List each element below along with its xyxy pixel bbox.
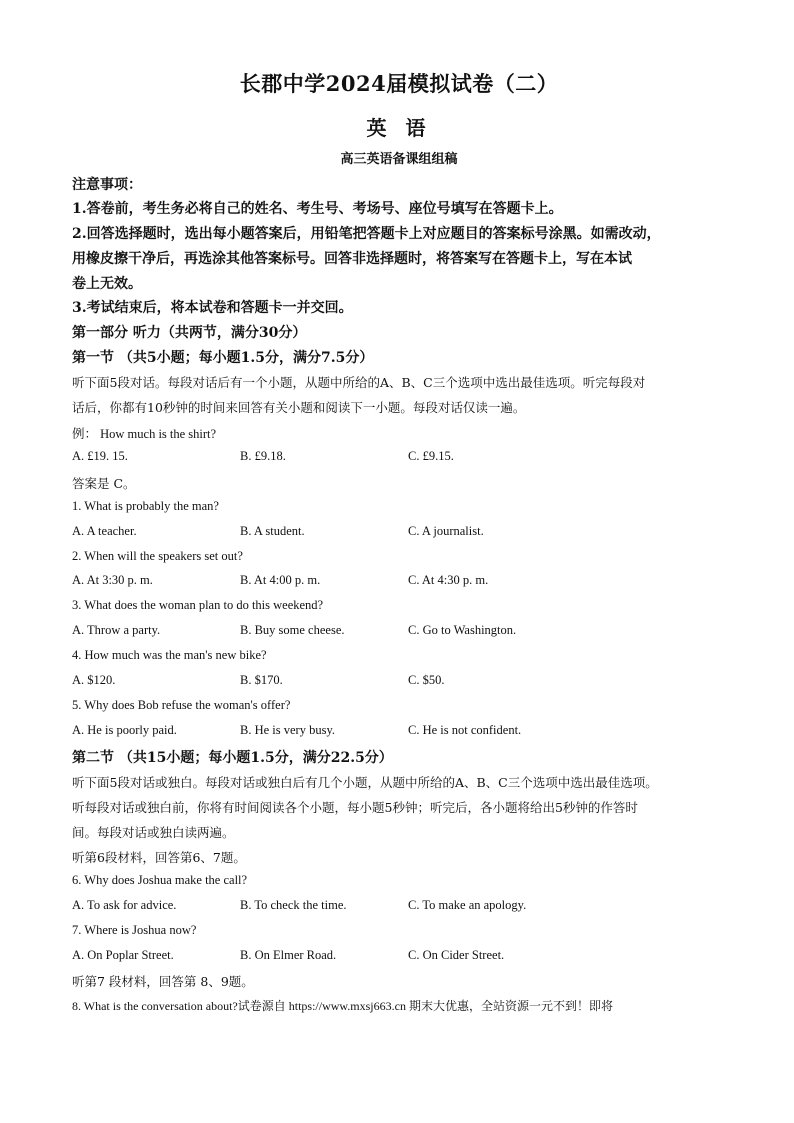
part1-heading: 第一部分 听力（共两节，满分30分） xyxy=(72,325,307,341)
notice-item-2b: 用橡皮擦干净后，再选涂其他答案标号。回答非选择题时，将答案写在答题卡上，写在本试 xyxy=(72,251,632,267)
option-c: C. He is not confident. xyxy=(408,723,522,737)
option-a: A. $120. xyxy=(72,673,116,687)
option-a: A. A teacher. xyxy=(72,524,137,538)
notice-item-2a: 2.回答选择题时，选出每小题答案后，用铅笔把答题卡上对应题目的答案标号涂黑。如需改动， xyxy=(72,226,661,242)
question-3: 3. What does the woman plan to do this weekend? xyxy=(72,598,324,612)
material-6-intro: 听第6段材料，回答第6、7题。 xyxy=(72,850,246,865)
option-a: A. He is poorly paid. xyxy=(72,723,177,737)
section2-instruction-1: 听下面5段对话或独白。每段对话或独白后有几个小题，从题中所给的A、B、C三个选项中选出最佳选项。 xyxy=(72,775,658,790)
notice-item-1: 1.答卷前，考生务必将自己的姓名、考生号、考场号、座位号填写在答题卡上。 xyxy=(72,201,563,217)
option-a: A. At 3:30 p. m. xyxy=(72,573,153,587)
question-5: 5. Why does Bob refuse the woman's offer? xyxy=(72,698,291,712)
question-1: 1. What is probably the man? xyxy=(72,499,219,513)
section2-heading: 第二节 （共15小题；每小题1.5分，满分22.5分） xyxy=(72,750,393,766)
question-7: 7. Where is Joshua now? xyxy=(72,923,197,937)
option-b: B. £9.18. xyxy=(240,449,286,463)
section1-instruction-2: 话后，你都有10秒钟的时间来回答有关小题和阅读下一小题。每段对话仅读一遍。 xyxy=(72,400,526,415)
notice-item-2c: 卷上无效。 xyxy=(72,276,142,292)
question-8: 8. What is the conversation about?试卷源自 https://www.mxsj663.cn 期末大优惠，全站资源一元不到！即将 xyxy=(72,999,613,1013)
option-a: A. Throw a party. xyxy=(72,623,161,637)
option-b: B. To check the time. xyxy=(240,898,347,912)
section2-instruction-3: 间。每段对话或独白读两遍。 xyxy=(72,825,235,840)
exam-title: 长郡中学2024届模拟试卷（二） xyxy=(239,71,559,96)
option-c: C. To make an apology. xyxy=(408,898,527,912)
option-a: A. On Poplar Street. xyxy=(72,948,174,962)
option-a: A. To ask for advice. xyxy=(72,898,177,912)
option-c: C. Go to Washington. xyxy=(408,623,517,637)
question-1-options xyxy=(72,524,726,542)
option-c: C. A journalist. xyxy=(408,524,484,538)
question-5-options xyxy=(72,723,726,741)
option-b: B. Buy some cheese. xyxy=(240,623,345,637)
section2-instruction-2: 听每段对话或独白前，你将有时间阅读各个小题，每小题5秒钟；听完后，各小题将给出5秒钟的作答时 xyxy=(72,800,638,815)
question-4-options xyxy=(72,673,726,691)
question-4: 4. How much was the man's new bike? xyxy=(72,648,267,662)
question-7-options xyxy=(72,948,726,966)
example-answer: 答案是 C。 xyxy=(72,476,136,491)
question-3-options xyxy=(72,623,726,641)
example-question: 例： How much is the shirt? xyxy=(72,427,217,441)
material-7-intro: 听第7 段材料，回答第 8、9题。 xyxy=(72,974,254,989)
option-b: B. On Elmer Road. xyxy=(240,948,337,962)
option-c: C. $50. xyxy=(408,673,445,687)
question-2: 2. When will the speakers set out? xyxy=(72,549,243,563)
section1-instruction-1: 听下面5段对话。每段对话后有一个小题，从题中所给的A、B、C三个选项中选出最佳选项。听完每段对 xyxy=(72,375,646,390)
notice-item-3: 3.考试结束后，将本试卷和答题卡一并交回。 xyxy=(72,300,353,316)
option-c: C. On Cider Street. xyxy=(408,948,505,962)
question-6-options xyxy=(72,898,726,916)
option-c: C. At 4:30 p. m. xyxy=(408,573,489,587)
question-2-options xyxy=(72,573,726,591)
option-b: B. $170. xyxy=(240,673,283,687)
section1-heading: 第一节 （共5小题；每小题1.5分，满分7.5分） xyxy=(72,350,374,366)
option-b: B. He is very busy. xyxy=(240,723,336,737)
question-6: 6. Why does Joshua make the call? xyxy=(72,873,248,887)
example-options xyxy=(72,449,726,467)
notice-heading: 注意事项： xyxy=(72,177,142,193)
option-c: C. £9.15. xyxy=(408,449,454,463)
option-a: A. £19. 15. xyxy=(72,449,128,463)
exam-organizer: 高三英语备课组组稿 xyxy=(340,152,458,167)
exam-subject: 英 语 xyxy=(366,116,432,140)
option-b: B. At 4:00 p. m. xyxy=(240,573,321,587)
option-b: B. A student. xyxy=(240,524,305,538)
